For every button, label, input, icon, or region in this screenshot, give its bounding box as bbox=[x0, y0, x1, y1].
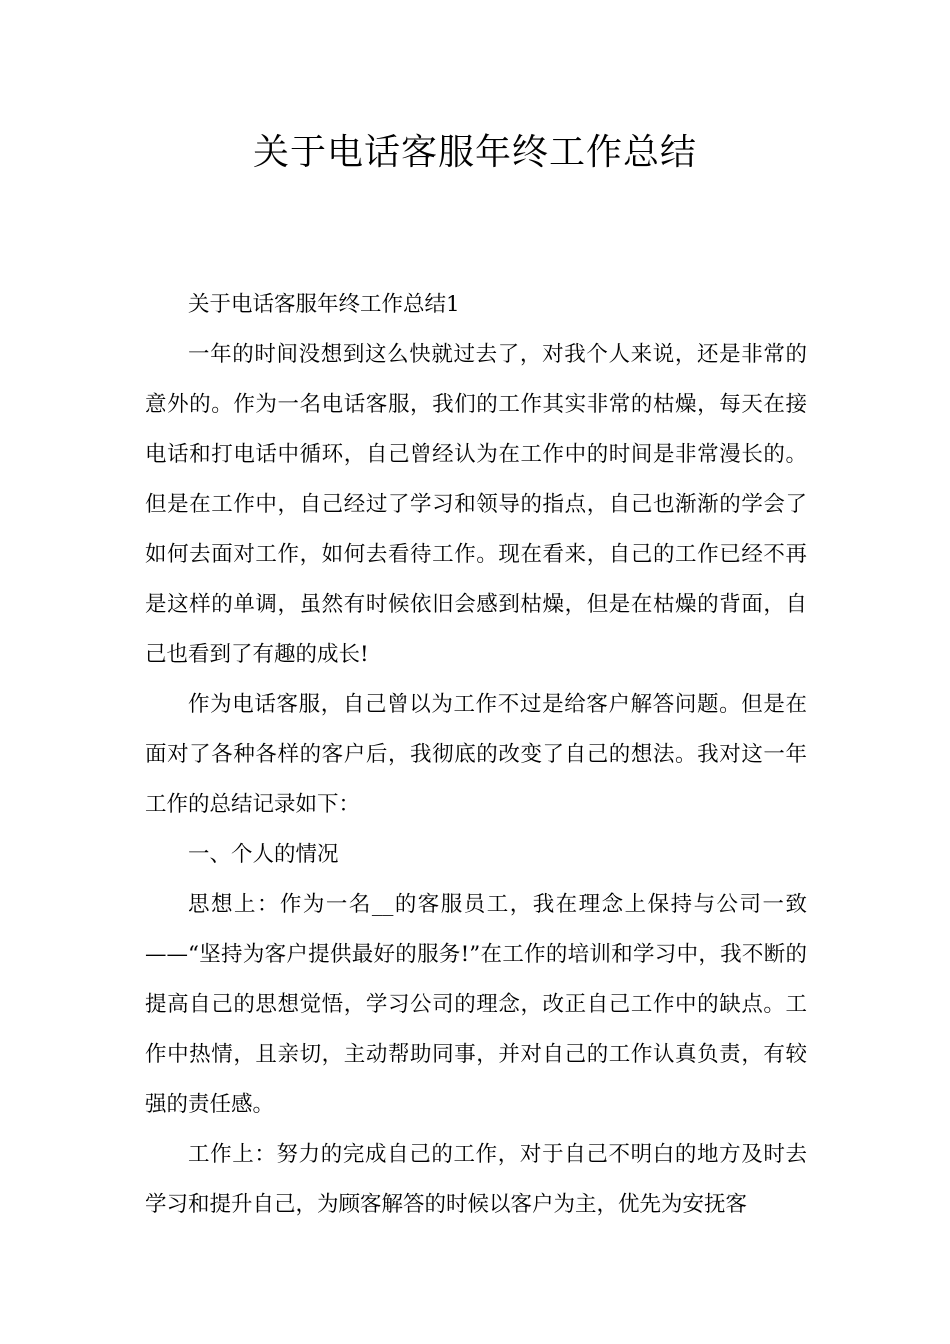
document-title: 关于电话客服年终工作总结 bbox=[252, 132, 697, 173]
paragraph: 作为电话客服，自己曾以为工作不过是给客户解答问题。但是在面对了各种各样的客户后，我彻底的改变了自己的想法。我对这一年工作的总结记录如下： bbox=[145, 692, 807, 817]
document-body bbox=[145, 280, 807, 1230]
paragraph: 思想上：作为一名__的客服员工，我在理念上保持与公司一致——“坚持为客户提供最好的服务!”在工作的培训和学习中，我不断的提高自己的思想觉悟，学习公司的理念，改正自己工作中的缺点。工作中热情，且亲切，主动帮助同事，并对自己的工作认真负责，有较强的责任感。 bbox=[145, 892, 807, 1117]
paragraph: 工作上：努力的完成自己的工作，对于自己不明白的地方及时去学习和提升自己，为顾客解答的时候以客户为主，优先为安抚客 bbox=[145, 1142, 807, 1217]
paragraph: 一年的时间没想到这么快就过去了，对我个人来说，还是非常的意外的。作为一名电话客服，我们的工作其实非常的枯燥，每天在接电话和打电话中循环，自己曾经认为在工作中的时间是非常漫长的。但是在工作中，自己经过了学习和领导的指点，自己也渐渐的学会了如何去面对工作，如何去看待工作。现在看来，自己的工作已经不再是这样的单调，虽然有时候依旧会感到枯燥，但是在枯燥的背面，自己也看到了有趣的成长! bbox=[145, 342, 807, 667]
section-heading: 关于电话客服年终工作总结1 bbox=[188, 292, 460, 317]
section-heading: 一、个人的情况 bbox=[188, 842, 339, 867]
